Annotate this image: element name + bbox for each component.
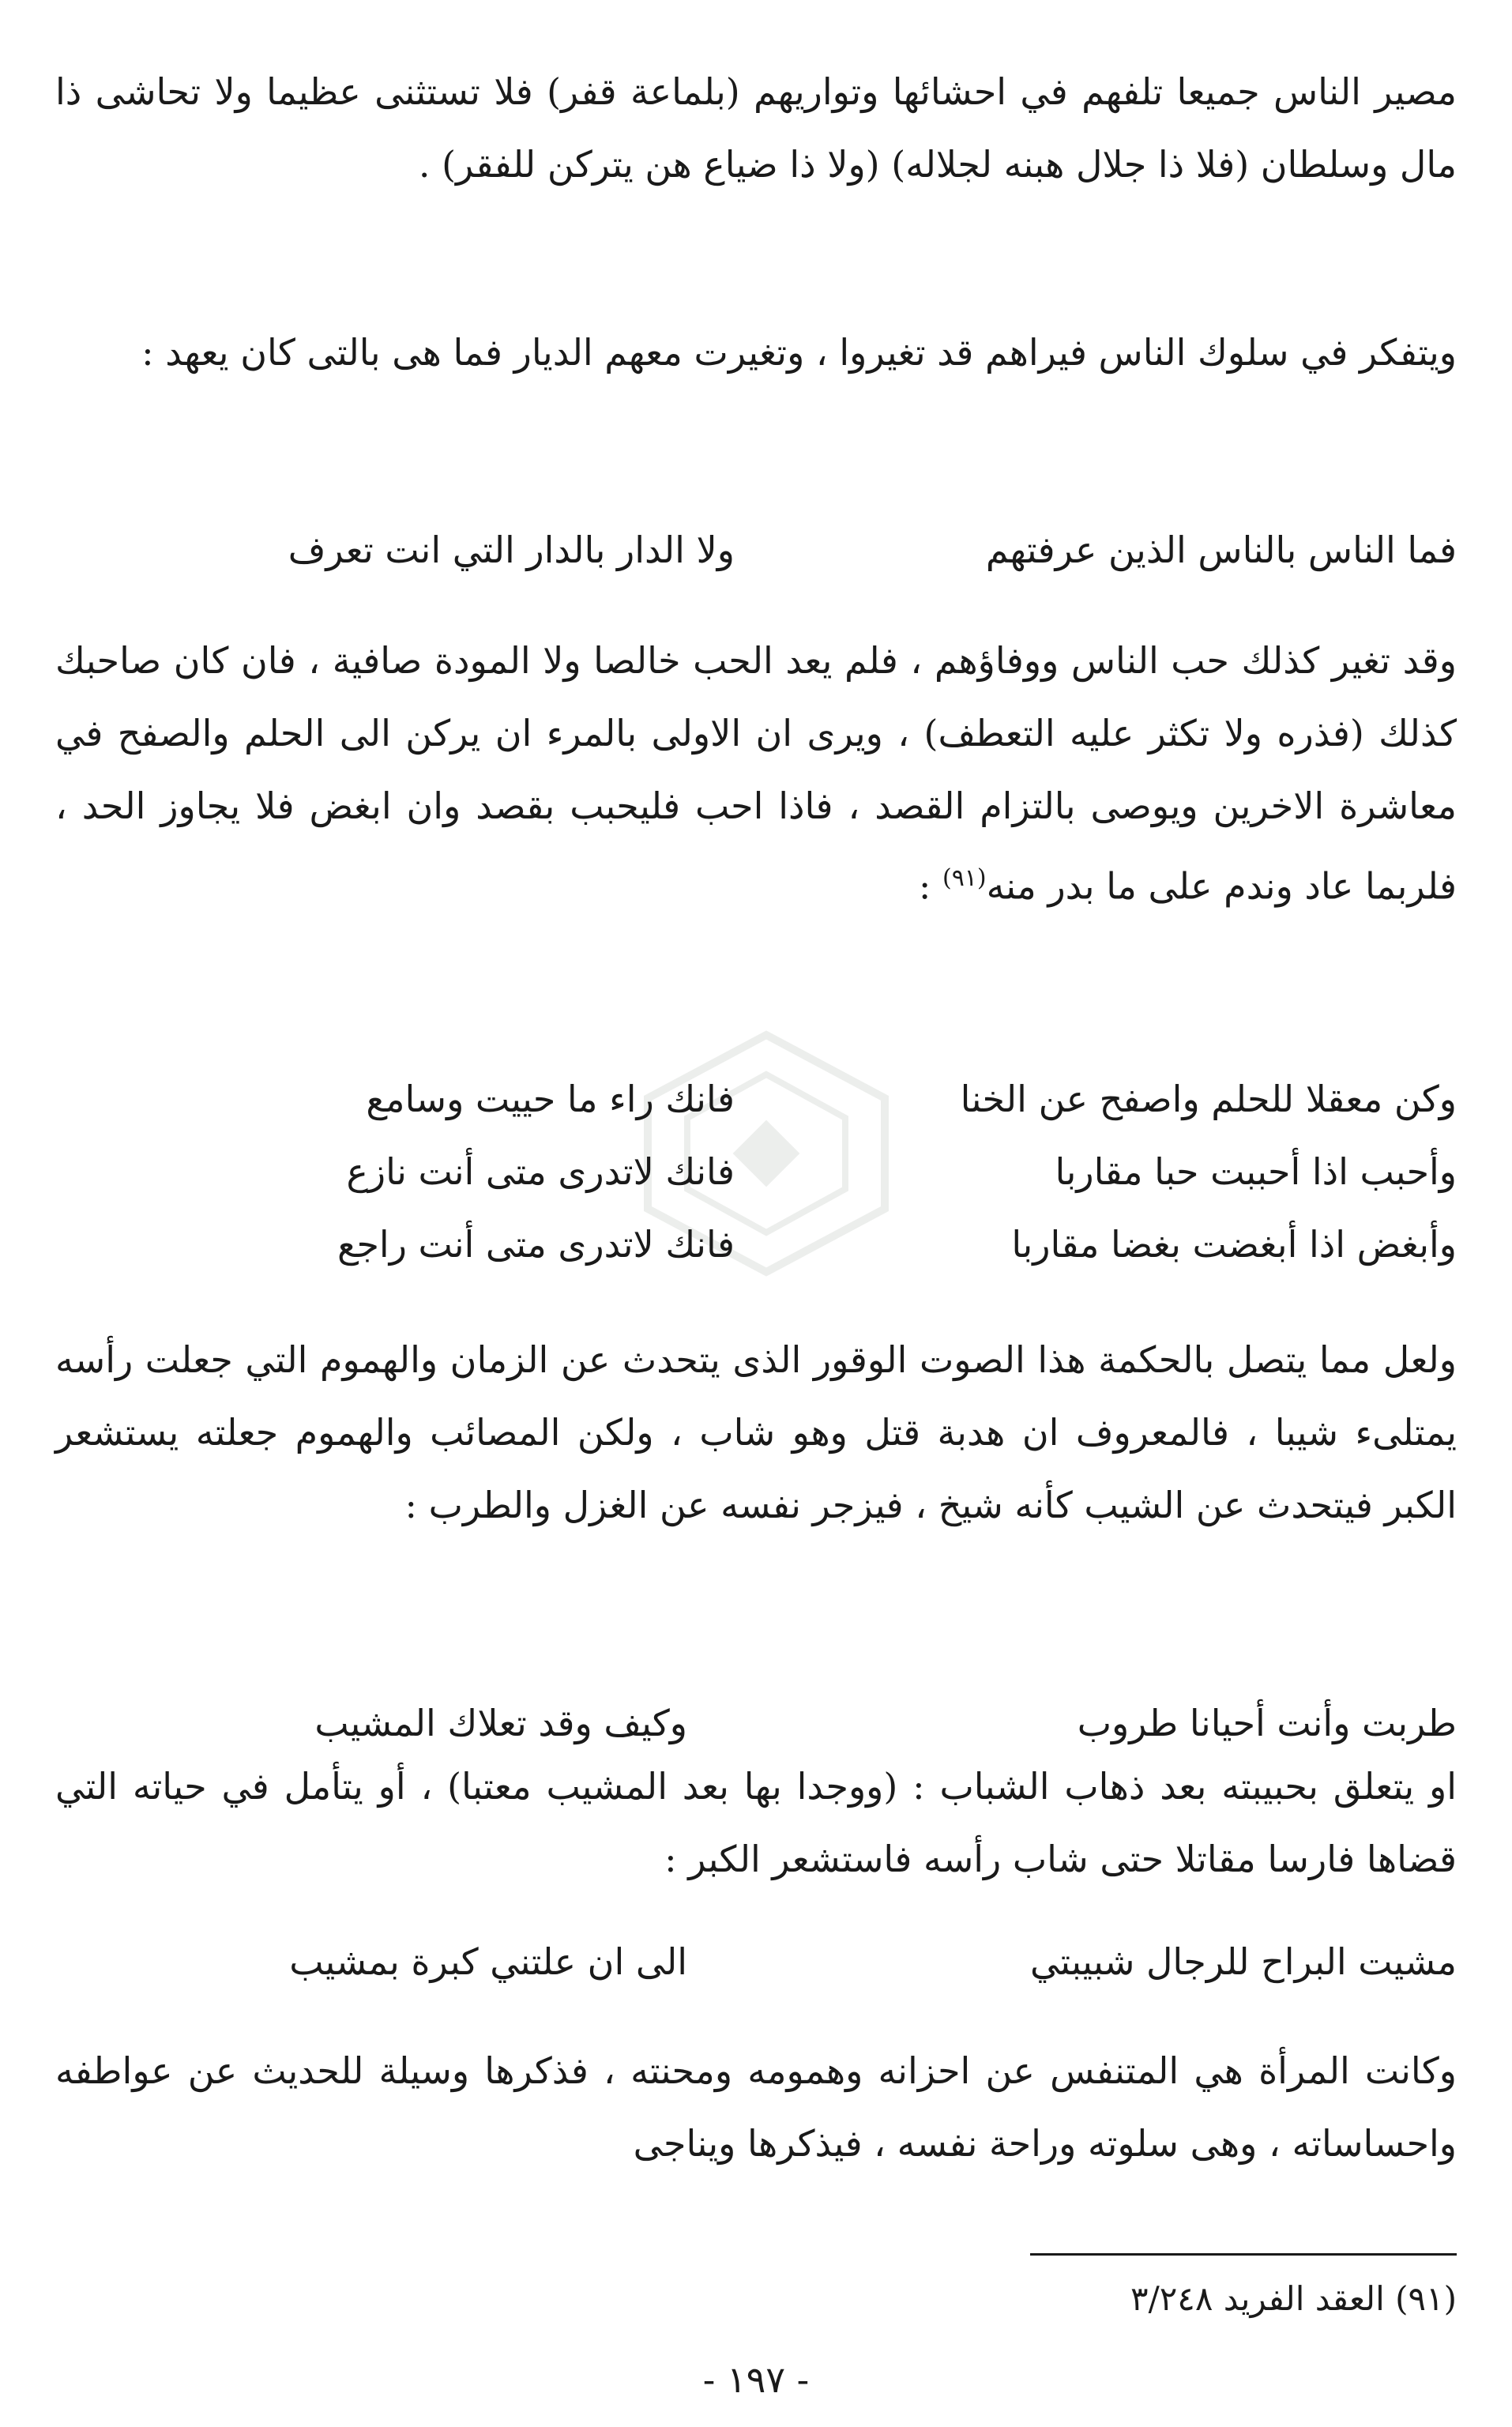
verse-line [55,514,1457,586]
verse-first-hemistich: وكن معقلا للحلم واصفح عن الخنا [960,1078,1457,1120]
verse-first-hemistich: فما الناس بالناس الذين عرفتهم [985,529,1457,571]
verse-line [55,1063,1457,1135]
verse-line [55,1925,1457,1998]
verse-second-hemistich: فانك لاتدرى متى أنت راجع [337,1223,735,1266]
page-number: - ١٩٧ - [702,2358,810,2401]
verse-line [55,1135,1457,1208]
footnote: (٩١) العقد الفريد ٣/٢٤٨ [1130,2279,1457,2318]
footnote-divider [1030,2253,1457,2256]
paragraph-colon: : [918,864,942,908]
verse-first-hemistich: وأحبب اذا أحببت حبا مقاربا [1055,1150,1457,1193]
paragraph-text: وقد تغير كذلك حب الناس ووفاؤهم ، فلم يعد الحب خالصا ولا المودة صافية ، فان كان صاحبك كذلك (فذره ولا تكثر عليه التعطف) ، ويرى ان الاولى بالمرء ان يركن الى الحلم والصفح في معاشرة الاخرين ويوصى بالتزام القصد ، فاذا احب فليحبب بقصد وان ابغض فلا يجاوز الحد ، فلربما عاد وندم على ما بدر منه [55,639,1457,908]
verse-second-hemistich: ولا الدار بالدار التي انت تعرف [288,529,735,571]
verse-first-hemistich: طربت وأنت أحيانا طروب [1077,1702,1457,1744]
verse-first-hemistich: مشيت البراح للرجال شبيبتي [1029,1940,1457,1983]
paragraph-people-changed: ويتفكر في سلوك الناس فيراهم قد تغيروا ، وتغيرت معهم الديار فما هى بالتى كان يعهد : [141,331,1457,374]
paragraph-wisdom-and-grey-hair: ولعل مما يتصل بالحكمة هذا الصوت الوقور الذى يتحدث عن الزمان والهموم التي جعلت رأسه يمتلىء شيبا ، فالمعروف ان هدبة قتل وهو شاب ، ولكن المصائب والهموم جعلته يستشعر الكبر فيتحدث عن الشيب كأنه شيخ ، فيزجر نفسه عن الغزل والطرب : [55,1338,1457,1526]
paragraph-beloved-after-youth: او يتعلق بحبيبته بعد ذهاب الشباب : (ووجدا بها بعد المشيب معتبا) ، أو يتأمل في حياته التي قضاها فارسا مقاتلا حتى شاب رأسه فاستشعر الكبر : [55,1765,1457,1880]
verse-first-hemistich: وأبغض اذا أبغضت بغضا مقاربا [1011,1223,1457,1266]
verse-second-hemistich: وكيف وقد تعلاك المشيب [314,1702,687,1744]
paragraph-the-woman: وكانت المرأة هي المتنفس عن احزانه وهمومه ومحنته ، فذكرها وسيلة للحديث عن عواطفه واحساساته ، وهى سلوته وراحة نفسه ، فيذكرها ويناجى [55,2049,1457,2165]
verse-second-hemistich: الى ان علتني كبرة بمشيب [289,1940,687,1983]
verse-second-hemistich: فانك راء ما حييت وسامع [366,1078,735,1120]
verse-line [55,1208,1457,1281]
footnote-reference: (٩١) [942,864,987,892]
verse-second-hemistich: فانك لاتدرى متى أنت نازع [346,1150,735,1193]
paragraph-fate-of-people: مصير الناس جميعا تلفهم في احشائها وتواريهم (بلماعة قفر) فلا تستثنى عظيما ولا تحاشى ذا مال وسلطان (فلا ذا جلال هبنه لجلاله) (ولا ذا ضياع هن يتركن للفقر) . [55,70,1457,186]
paragraph-love-and-loyalty [55,624,1457,922]
verse-line [55,1687,1457,1759]
